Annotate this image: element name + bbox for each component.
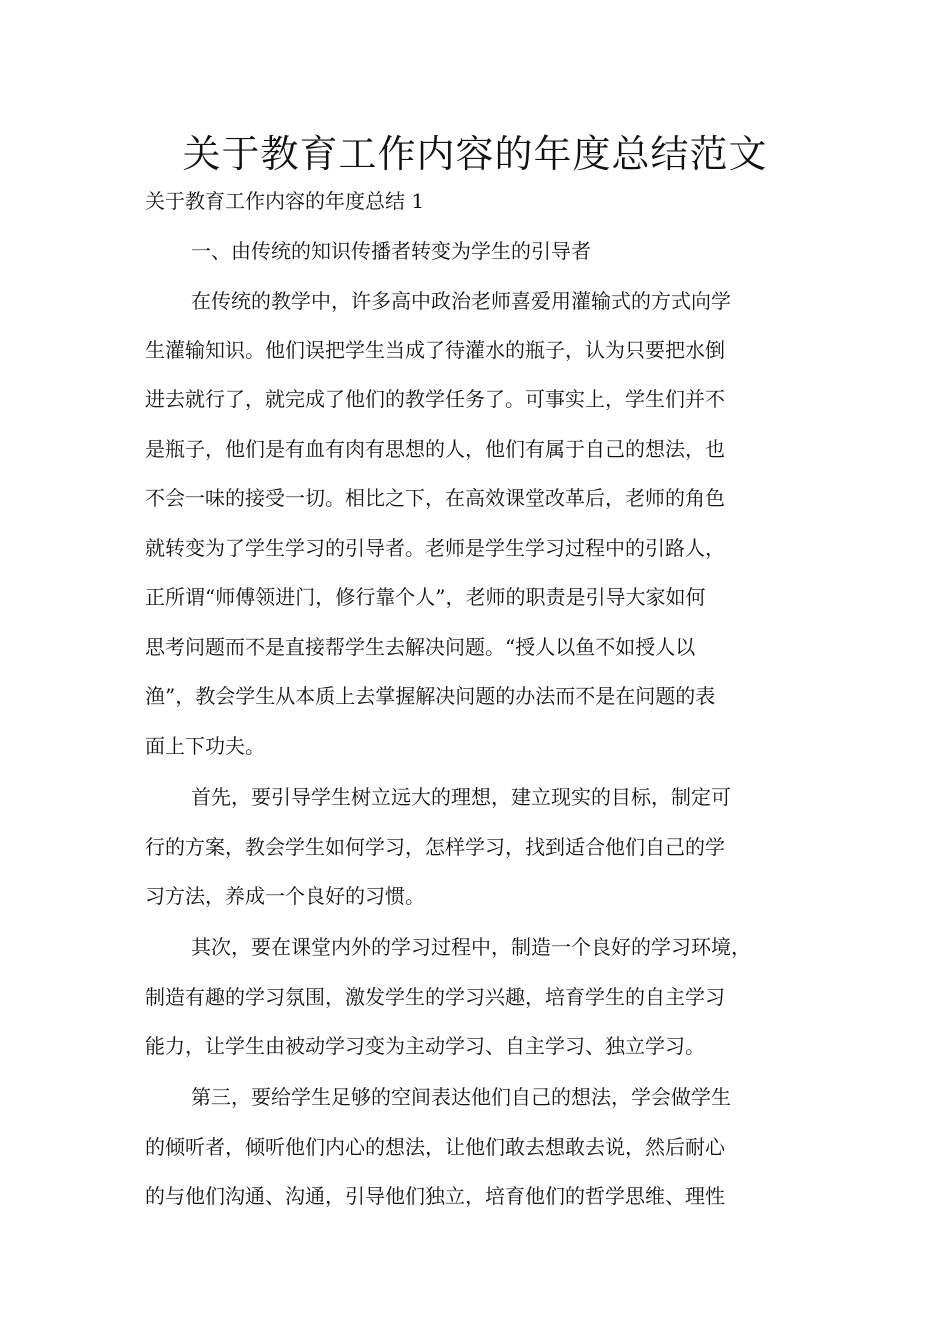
paragraph-line: 进去就行了，就完成了他们的教学任务了。可事实上，学生们并不 xyxy=(145,387,725,411)
paragraph-line: 习方法，养成一个良好的习惯。 xyxy=(145,884,425,908)
paragraph-line: 思考问题而不是直接帮学生去解决问题。“授人以鱼不如授人以 xyxy=(145,635,696,659)
paragraph-line: 制造有趣的学习氛围，激发学生的学习兴趣，培育学生的自主学习 xyxy=(145,985,725,1009)
paragraph-line: 的倾听者，倾听他们内心的想法，让他们敢去想敢去说，然后耐心 xyxy=(145,1135,725,1159)
paragraph-line: 首先，要引导学生树立远大的理想，建立现实的目标，制定可 xyxy=(191,785,731,809)
paragraph-line: 是瓶子，他们是有血有肉有思想的人，他们有属于自己的想法，也 xyxy=(145,437,725,461)
paragraph-line: 生灌输知识。他们误把学生当成了待灌水的瓶子，认为只要把水倒 xyxy=(145,338,725,362)
paragraph-line: 渔”，教会学生从本质上去掌握解决问题的办法而不是在问题的表 xyxy=(145,684,716,708)
paragraph-line: 行的方案，教会学生如何学习，怎样学习，找到适合他们自己的学 xyxy=(145,835,725,859)
paragraph-line: 第三，要给学生足够的空间表达他们自己的想法，学会做学生 xyxy=(191,1085,731,1109)
paragraph-line: 的与他们沟通、沟通，引导他们独立，培育他们的哲学思维、理性 xyxy=(145,1184,725,1208)
document-subtitle: 关于教育工作内容的年度总结 1 xyxy=(145,189,425,213)
document-title: 关于教育工作内容的年度总结范文 xyxy=(182,132,768,176)
paragraph-line: 正所谓“师傅领进门，修行靠个人”，老师的职责是引导大家如何 xyxy=(145,585,706,609)
section-heading: 一、由传统的知识传播者转变为学生的引导者 xyxy=(191,239,591,263)
paragraph-line: 就转变为了学生学习的引导者。老师是学生学习过程中的引路人， xyxy=(145,536,725,560)
paragraph-line: 在传统的教学中，许多高中政治老师喜爱用灌输式的方式向学 xyxy=(191,289,731,313)
paragraph-line: 能力，让学生由被动学习变为主动学习、自主学习、独立学习。 xyxy=(145,1034,705,1058)
paragraph-line: 其次，要在课堂内外的学习过程中，制造一个良好的学习环境， xyxy=(191,935,751,959)
paragraph-line: 面上下功夫。 xyxy=(145,734,265,758)
paragraph-line: 不会一味的接受一切。相比之下，在高效课堂改革后，老师的角色 xyxy=(145,486,725,510)
